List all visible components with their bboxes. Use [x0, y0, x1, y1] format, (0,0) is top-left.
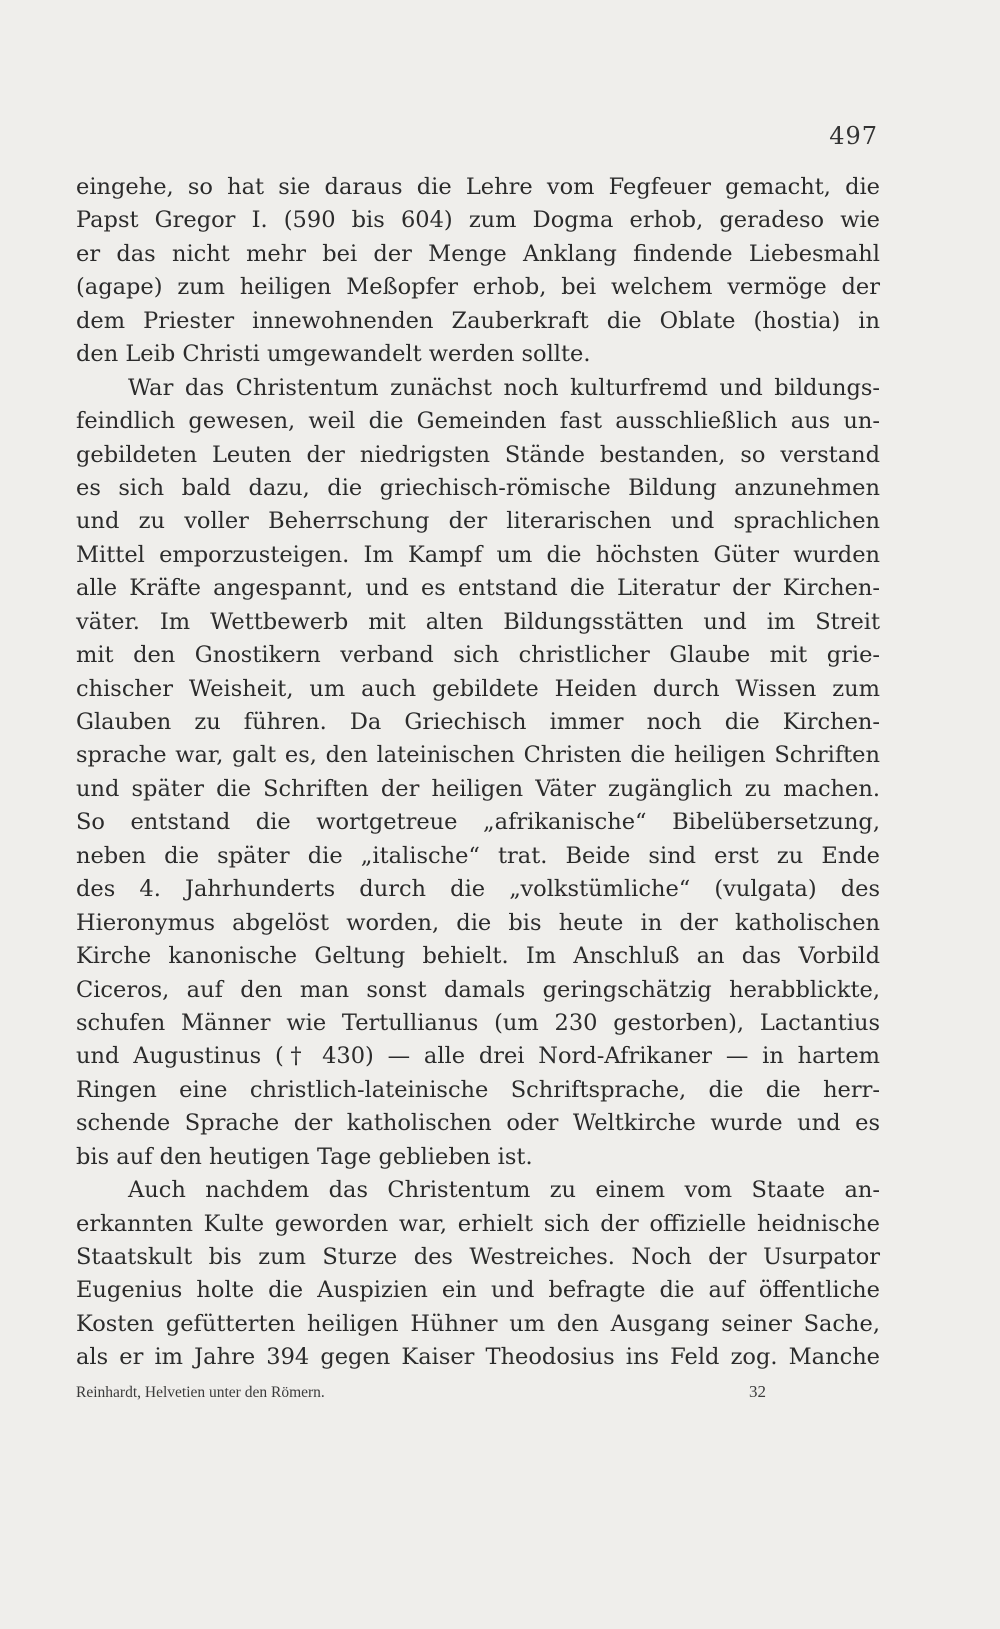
text-line: des 4. Jahrhunderts durch die „volkstümliche“ (vulgata) des: [76, 876, 880, 903]
footer-citation: Reinhardt, Helvetien unter den Römern.: [76, 1384, 325, 1401]
text-line: War das Christentum zunächst noch kulturfremd und bildungs-: [128, 374, 880, 401]
page-number: 497: [829, 122, 878, 150]
text-line: alle Kräfte angespannt, und es entstand die Literatur der Kirchen-: [76, 575, 880, 602]
text-line: schende Sprache der katholischen oder Weltkirche wurde und es: [76, 1110, 880, 1137]
text-line: schufen Männer wie Tertullianus (um 230 gestorben), Lactantius: [76, 1009, 880, 1036]
text-line: Hieronymus abgelöst worden, die bis heute in der katholischen: [76, 909, 880, 936]
text-line: väter. Im Wettbewerb mit alten Bildungsstätten und im Streit: [76, 608, 880, 635]
text-line: und später die Schriften der heiligen Väter zugänglich zu machen.: [76, 775, 880, 802]
text-line: chischer Weisheit, um auch gebildete Heiden durch Wissen zum: [76, 675, 880, 702]
body-text: [76, 171, 880, 1375]
text-line: Glauben zu führen. Da Griechisch immer noch die Kirchen-: [76, 709, 880, 735]
text-line: Eugenius holte die Auspizien ein und befragte die auf öffentliche: [76, 1277, 880, 1304]
text-line: den Leib Christi umgewandelt werden sollte.: [76, 341, 591, 368]
text-line: er das nicht mehr bei der Menge Anklang findende Liebesmahl: [76, 240, 880, 267]
text-line: es sich bald dazu, die griechisch-römische Bildung anzunehmen: [76, 474, 880, 501]
text-line: Ringen eine christlich-lateinische Schriftsprache, die die herr-: [76, 1076, 880, 1103]
text-line: als er im Jahre 394 gegen Kaiser Theodosius ins Feld zog. Manche: [76, 1344, 880, 1371]
text-line: Staatskult bis zum Sturze des Westreiches. Noch der Usurpator: [76, 1244, 880, 1270]
text-line: Auch nachdem das Christentum zu einem vom Staate an-: [128, 1177, 880, 1204]
text-line: bis auf den heutigen Tage geblieben ist.: [76, 1143, 533, 1170]
text-line: sprache war, galt es, den lateinischen Christen die heiligen Schriften: [76, 742, 880, 769]
text-line: eingehe, so hat sie daraus die Lehre vom Fegfeuer gemacht, die: [76, 174, 880, 200]
text-line: erkannten Kulte geworden war, erhielt sich der offizielle heidnische: [76, 1210, 880, 1237]
text-line: mit den Gnostikern verband sich christlicher Glaube mit grie-: [76, 642, 880, 669]
text-line: neben die später die „italische“ trat. Beide sind erst zu Ende: [76, 842, 880, 869]
text-line: Ciceros, auf den man sonst damals geringschätzig herabblickte,: [76, 976, 880, 1003]
text-line: So entstand die wortgetreue „afrikanische“ Bibelübersetzung,: [76, 809, 880, 836]
text-line: Papst Gregor I. (590 bis 604) zum Dogma erhob, geradeso wie: [76, 207, 880, 234]
page-footer: [76, 1382, 766, 1402]
signature-mark: 32: [749, 1382, 766, 1401]
text-line: dem Priester innewohnenden Zauberkraft die Oblate (hostia) in: [76, 307, 880, 334]
text-line: gebildeten Leuten der niedrigsten Stände bestanden, so verstand: [76, 441, 880, 468]
text-line: (agape) zum heiligen Meßopfer erhob, bei welchem vermöge der: [76, 274, 880, 301]
text-line: Kirche kanonische Geltung behielt. Im Anschluß an das Vorbild: [76, 943, 880, 970]
text-line: Kosten gefütterten heiligen Hühner um den Ausgang seiner Sache,: [76, 1310, 880, 1337]
text-line: und Augustinus († 430) — alle drei Nord-Afrikaner — in hartem: [76, 1043, 880, 1070]
text-line: Mittel emporzusteigen. Im Kampf um die höchsten Güter wurden: [76, 541, 880, 568]
text-line: feindlich gewesen, weil die Gemeinden fast ausschließlich aus un-: [76, 408, 880, 435]
text-line: und zu voller Beherrschung der literarischen und sprachlichen: [76, 508, 880, 535]
